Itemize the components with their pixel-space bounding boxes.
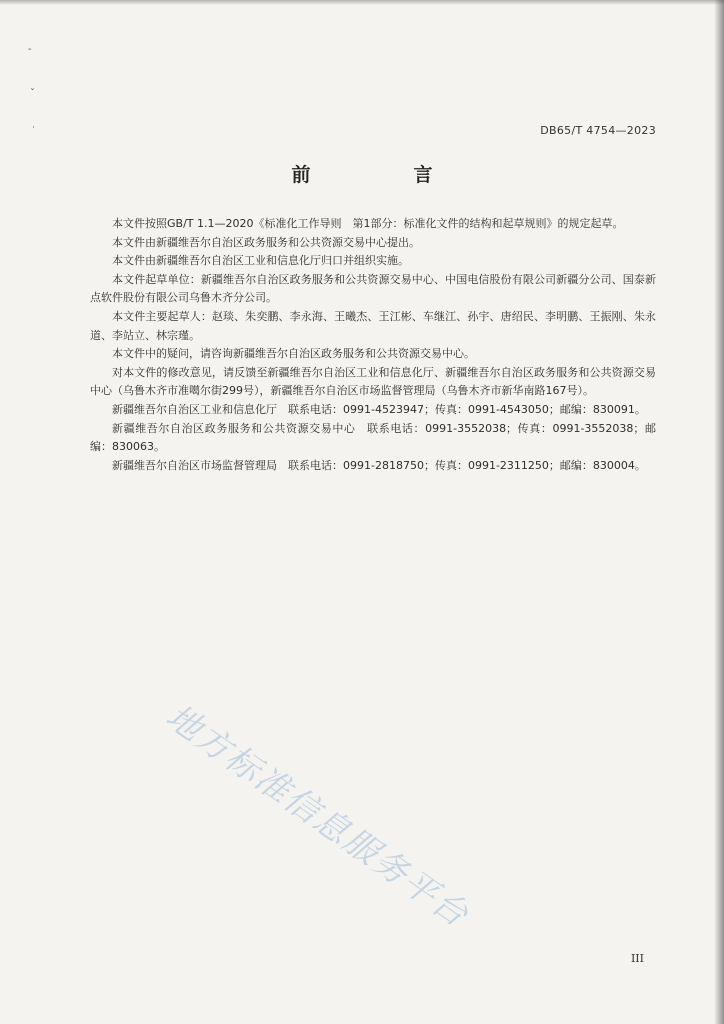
paragraph-drafters: 本文件主要起草人：赵琰、朱奕鹏、李永海、王曦杰、王江彬、车继江、孙宇、唐绍民、李明鹏、王振刚、朱永道、李站立、林宗瑾。 [90, 309, 656, 342]
page-number: III [630, 952, 644, 965]
paragraph-contact-industry: 新疆维吾尔自治区工业和信息化厅 联系电话：0991-4523947；传真：0991-4543050；邮编：830091。 [112, 402, 646, 416]
paragraph-drafting-rules: 本文件按照GB/T 1.1—2020《标准化工作导则 第1部分：标准化文件的结构和起草规则》的规定起草。 [112, 217, 624, 230]
paragraph-inquiries: 本文件中的疑问，请咨询新疆维吾尔自治区政务服务和公共资源交易中心。 [112, 347, 475, 361]
paragraph-contact-service-center: 新疆维吾尔自治区政务服务和公共资源交易中心 联系电话：0991-3552038；传真：0991-3552038；邮编：830063。 [90, 421, 656, 454]
margin-mark: - [28, 44, 32, 55]
paragraph-administrator: 本文件由新疆维吾尔自治区工业和信息化厅归口并组织实施。 [112, 254, 409, 268]
margin-mark: ˙ [31, 126, 36, 137]
foreword-body [90, 215, 656, 475]
scan-top-shadow [0, 0, 724, 5]
watermark: 地方标准信息服务平台 [158, 696, 477, 936]
document-code: DB65/T 4754—2023 [540, 124, 656, 137]
paragraph-contact-market-regulation: 新疆维吾尔自治区市场监督管理局 联系电话：0991-2818750；传真：0991-2311250；邮编：830004。 [112, 458, 646, 472]
paragraph-proposer: 本文件由新疆维吾尔自治区政务服务和公共资源交易中心提出。 [112, 235, 420, 249]
paragraph-feedback: 对本文件的修改意见，请反馈至新疆维吾尔自治区工业和信息化厅、新疆维吾尔自治区政务服务和公共资源交易中心（乌鲁木齐市准噶尔街299号），新疆维吾尔自治区市场监督管理局（乌鲁木齐市新华南路167号）。 [90, 365, 656, 398]
paragraph-drafting-units: 本文件起草单位：新疆维吾尔自治区政务服务和公共资源交易中心、中国电信股份有限公司新疆分公司、国泰新点软件股份有限公司乌鲁木齐分公司。 [90, 272, 656, 305]
scan-edge-shadow [714, 0, 724, 1024]
margin-mark: ˇ [30, 88, 35, 99]
page-title: 前 言 [291, 164, 475, 186]
